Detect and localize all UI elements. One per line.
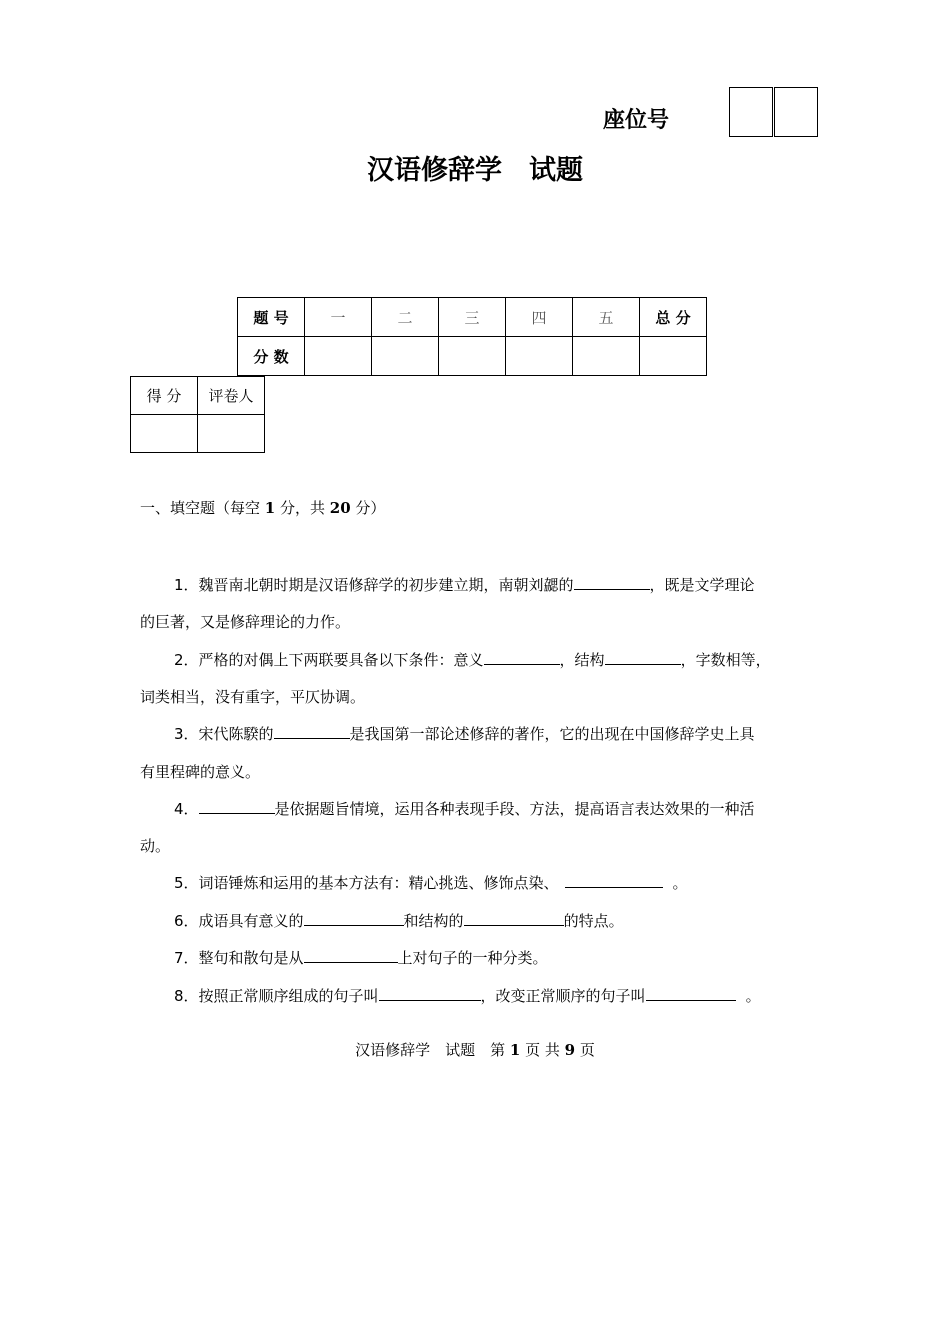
score-cell-5	[573, 337, 640, 376]
question-6: 6．成语具有意义的 和结构的 的特点。	[174, 912, 624, 930]
header-cell-3: 三	[439, 298, 506, 337]
question-8: 8．按照正常顺序组成的句子叫 ，改变正常顺序的句子叫 。	[174, 987, 761, 1005]
answer-blank	[379, 986, 481, 1001]
question-3-line-2: 有里程碑的意义。	[140, 763, 261, 781]
score-cell-2	[372, 337, 439, 376]
header-cell-total: 总 分	[640, 298, 707, 337]
answer-blank	[199, 799, 275, 814]
score-table-header-row	[238, 298, 707, 337]
answer-blank	[484, 650, 560, 665]
header-cell-1: 一	[305, 298, 372, 337]
answer-blank	[464, 911, 564, 926]
question-4-line-2: 动。	[140, 837, 171, 855]
answer-blank	[574, 575, 650, 590]
page-footer: 汉语修辞学 试题 第 1 页 共 9 页	[355, 1041, 595, 1059]
grader-name-cell	[198, 415, 265, 453]
grader-table	[130, 376, 265, 453]
question-1-line-1: 1．魏晋南北朝时期是汉语修辞学的初步建立期，南朝刘勰的 ，既是文学理论	[174, 576, 755, 594]
question-7: 7．整句和散句是从 上对句子的一种分类。	[174, 949, 548, 967]
question-5: 5．词语锤炼和运用的基本方法有：精心挑选、修饰点染、 。	[174, 874, 688, 892]
answer-blank	[565, 873, 663, 888]
header-cell-4: 四	[506, 298, 573, 337]
answer-blank	[304, 911, 404, 926]
grader-score-label: 得 分	[131, 377, 198, 415]
exam-title: 汉语修辞学 试题	[367, 155, 583, 186]
score-table-score-row	[238, 337, 707, 376]
question-3-line-1: 3．宋代陈騤的 是我国第一部论述修辞的著作，它的出现在中国修辞学史上具	[174, 725, 755, 743]
score-table	[237, 297, 707, 376]
grader-score-cell	[131, 415, 198, 453]
question-4-line-1: 4． 是依据题旨情境，运用各种表现手段、方法，提高语言表达效果的一种活	[174, 800, 755, 818]
score-cell-3	[439, 337, 506, 376]
answer-blank	[274, 724, 350, 739]
answer-blank	[304, 948, 398, 963]
header-cell-2: 二	[372, 298, 439, 337]
score-cell-1	[305, 337, 372, 376]
seat-box-2	[774, 87, 818, 137]
header-cell-5: 五	[573, 298, 640, 337]
answer-blank	[605, 650, 681, 665]
question-2-line-2: 词类相当，没有重字，平仄协调。	[140, 688, 366, 706]
grader-name-label: 评卷人	[198, 377, 265, 415]
seat-box-1	[729, 87, 773, 137]
question-1-line-2: 的巨著，又是修辞理论的力作。	[140, 613, 351, 631]
score-row-label: 分 数	[238, 337, 305, 376]
score-cell-total	[640, 337, 707, 376]
answer-blank	[646, 986, 736, 1001]
section-title: 一、填空题（每空 1 分，共 20 分）	[140, 499, 386, 517]
score-cell-4	[506, 337, 573, 376]
seat-number-label: 座位号	[603, 108, 670, 133]
header-cell-question-no: 题 号	[238, 298, 305, 337]
question-2-line-1: 2．严格的对偶上下两联要具备以下条件：意义 ，结构 ，字数相等，	[174, 651, 771, 669]
